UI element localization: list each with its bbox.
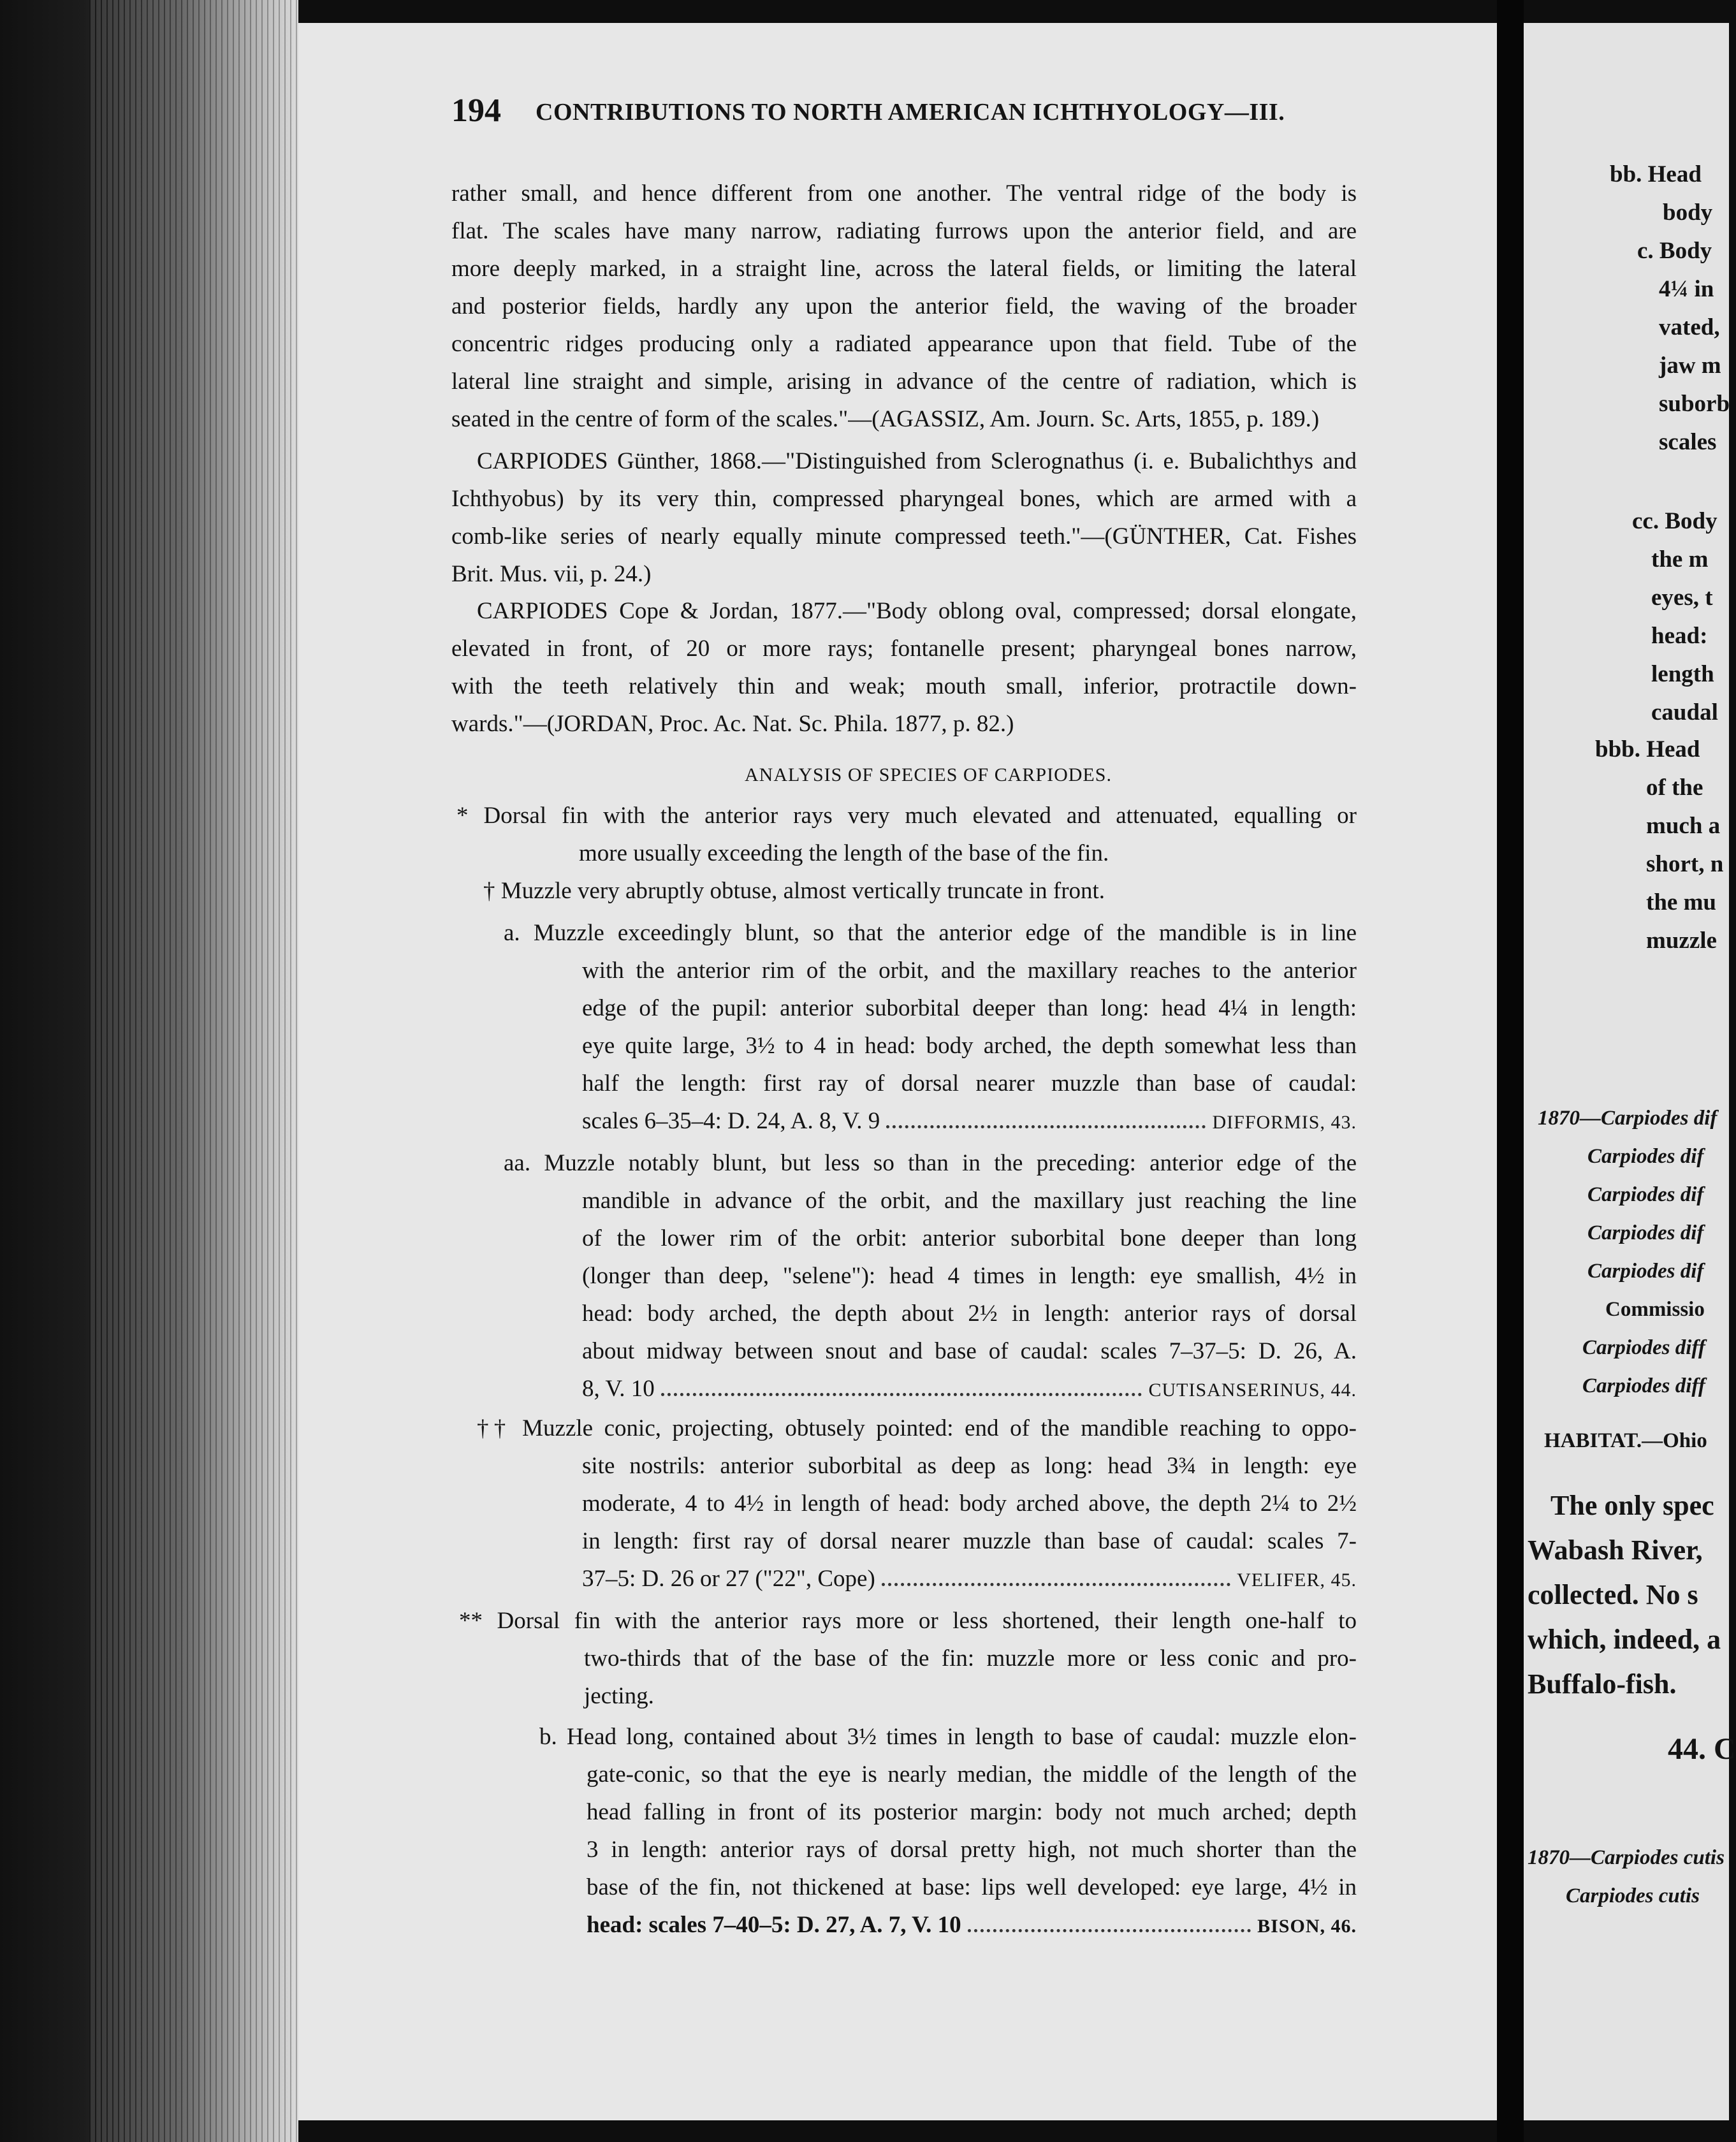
right-line: short, n	[1646, 851, 1724, 877]
right-line: 4¼ in	[1659, 276, 1714, 302]
dot-leader	[661, 1393, 1142, 1396]
key-b: gate-conic, so that the eye is nearly median, the middle of the length of the	[587, 1761, 1357, 1788]
species-ref-cutisanserinus: CUTISANSERINUS, 44.	[1148, 1380, 1357, 1401]
intro-line: more deeply marked, in a straight line, across the lateral fields, or limiting the lateral	[451, 256, 1357, 282]
right-line: vated,	[1659, 314, 1720, 340]
right-line: Carpiodes dif	[1587, 1221, 1704, 1244]
species-ref-difformis: DIFFORMIS, 43.	[1212, 1112, 1357, 1133]
right-line: the mu	[1646, 889, 1716, 915]
cope-line: elevated in front, of 20 or more rays; fontanelle present; pharyngeal bones narrow,	[451, 636, 1357, 662]
key-double-dagger: site nostrils: anterior suborbital as deep as long: head 3¾ in length: eye	[582, 1453, 1357, 1479]
right-line: cc. Body	[1632, 508, 1718, 534]
right-line: Carpiodes dif	[1587, 1183, 1704, 1206]
right-line: bb. Head	[1610, 161, 1702, 187]
key-a: with the anterior rim of the orbit, and the maxillary reaches to the anterior	[582, 958, 1357, 984]
gunther-line: CARPIODES Günther, 1868.—"Distinguished from Sclerognathus (i. e. Bubalichthys and	[477, 448, 1357, 474]
right-line: Carpiodes diff	[1582, 1336, 1705, 1359]
key-aa: aa. Muzzle notably blunt, but less so than in the preceding: anterior edge of the	[504, 1150, 1357, 1176]
intro-line: flat. The scales have many narrow, radiating furrows upon the anterior field, and are	[451, 218, 1357, 244]
key-aa-last-line	[582, 1370, 1357, 1409]
right-line: much a	[1646, 813, 1721, 839]
right-line: Commissio	[1605, 1298, 1705, 1321]
key-double-dagger-last-line	[582, 1560, 1357, 1599]
right-line: of the	[1646, 775, 1703, 801]
key-b: base of the fin, not thickened at base: lips well developed: eye large, 4½ in	[587, 1874, 1357, 1900]
cope-line: with the teeth relatively thin and weak; mouth small, inferior, protractile down-	[451, 673, 1357, 699]
book-gutter	[1497, 0, 1524, 2142]
running-title: CONTRIBUTIONS TO NORTH AMERICAN ICHTHYOLOGY—III.	[536, 99, 1285, 126]
key-a: half the length: first ray of dorsal nearer muzzle than base of caudal:	[582, 1070, 1357, 1096]
right-line: Carpiodes dif	[1587, 1260, 1704, 1283]
analysis-heading: ANALYSIS OF SPECIES OF CARPIODES.	[745, 764, 1112, 785]
right-line: scales	[1659, 429, 1717, 455]
key-double-star: two-thirds that of the base of the fin: muzzle more or less conic and pro-	[584, 1645, 1357, 1672]
right-line: Wabash River,	[1528, 1534, 1703, 1566]
right-line: c. Body	[1637, 238, 1712, 264]
key-double-dagger: in length: first ray of dorsal nearer muzzle than base of caudal: scales 7-	[582, 1528, 1357, 1554]
right-page-fragment	[1524, 23, 1736, 2120]
cope-line: wards."—(JORDAN, Proc. Ac. Nat. Sc. Phila. 1877, p. 82.)	[451, 711, 1014, 737]
key-single-star: * Dorsal fin with the anterior rays very much elevated and attenuated, equalling or	[456, 803, 1357, 829]
right-line: bbb. Head	[1595, 736, 1700, 762]
right-line: caudal	[1651, 699, 1718, 725]
key-dagger: † Muzzle very abruptly obtuse, almost vertically truncate in front.	[483, 878, 1105, 904]
intro-line: seated in the centre of form of the scales."—(AGASSIZ, Am. Journ. Sc. Arts, 1855, p. 189.)	[451, 406, 1320, 432]
gunther-line: comb-like series of nearly equally minute compressed teeth."—(GÜNTHER, Cat. Fishes	[451, 523, 1357, 550]
page-number: 194	[451, 92, 501, 129]
right-line: Carpiodes diff	[1582, 1374, 1705, 1397]
right-line: The only spec	[1550, 1490, 1714, 1521]
right-line: muzzle	[1646, 928, 1717, 954]
right-line: head:	[1651, 623, 1708, 649]
key-b: b. Head long, contained about 3½ times in length to base of caudal: muzzle elon-	[539, 1724, 1357, 1750]
right-line: 1870—Carpiodes cutis	[1528, 1846, 1725, 1869]
key-single-star: more usually exceeding the length of the base of the fin.	[579, 840, 1109, 866]
right-line: 44. C	[1668, 1732, 1736, 1766]
key-double-dagger: †† Muzzle conic, projecting, obtusely pointed: end of the mandible reaching to oppo-	[477, 1415, 1357, 1441]
right-line: Carpiodes dif	[1587, 1145, 1704, 1168]
key-aa: head: body arched, the depth about 2½ in length: anterior rays of dorsal	[582, 1300, 1357, 1327]
right-line: suborb	[1659, 391, 1730, 417]
intro-line: rather small, and hence different from one another. The ventral ridge of the body is	[451, 180, 1357, 207]
left-page	[298, 23, 1497, 2120]
gunther-line: Brit. Mus. vii, p. 24.)	[451, 561, 652, 587]
right-line: collected. No s	[1528, 1579, 1698, 1610]
right-line: Carpiodes cutis	[1566, 1884, 1700, 1907]
key-double-star: ** Dorsal fin with the anterior rays more or less shortened, their length one-half to	[459, 1608, 1357, 1634]
cope-line: CARPIODES Cope & Jordan, 1877.—"Body oblong oval, compressed; dorsal elongate,	[477, 598, 1357, 624]
intro-line: concentric ridges producing only a radiated appearance upon that field. Tube of the	[451, 331, 1357, 357]
key-a: eye quite large, 3½ to 4 in head: body arched, the depth somewhat less than	[582, 1033, 1357, 1059]
key-aa-text: 8, V. 10	[582, 1376, 655, 1402]
intro-line: and posterior fields, hardly any upon the anterior field, the waving of the broader	[451, 293, 1357, 319]
key-aa: about midway between snout and base of caudal: scales 7–37–5: D. 26, A.	[582, 1338, 1357, 1364]
gunther-line: Ichthyobus) by its very thin, compressed pharyngeal bones, which are armed with a	[451, 486, 1357, 512]
key-b-text: head: scales 7–40–5: D. 27, A. 7, V. 10	[587, 1912, 961, 1938]
species-ref-velifer: VELIFER, 45.	[1237, 1570, 1357, 1591]
dot-leader	[882, 1583, 1230, 1586]
key-aa: mandible in advance of the orbit, and the maxillary just reaching the line	[582, 1188, 1357, 1214]
right-line: eyes, t	[1651, 585, 1713, 611]
right-line: body	[1663, 200, 1713, 226]
key-a-last-line	[582, 1102, 1357, 1141]
key-b: 3 in length: anterior rays of dorsal pretty high, not much shorter than the	[587, 1837, 1357, 1863]
right-line: 1870—Carpiodes dif	[1538, 1107, 1718, 1130]
key-aa: of the lower rim of the orbit: anterior suborbital bone deeper than long	[582, 1225, 1357, 1251]
key-double-dagger-text: 37–5: D. 26 or 27 ("22", Cope)	[582, 1566, 875, 1592]
key-a: a. Muzzle exceedingly blunt, so that the anterior edge of the mandible is in line	[504, 920, 1357, 946]
key-b: head falling in front of its posterior margin: body not much arched; depth	[587, 1799, 1357, 1825]
right-line: the m	[1651, 546, 1709, 572]
key-a-text: scales 6–35–4: D. 24, A. 8, V. 9	[582, 1108, 880, 1134]
key-double-dagger: moderate, 4 to 4½ in length of head: body arched above, the depth 2¼ to 2½	[582, 1490, 1357, 1517]
right-line: jaw m	[1659, 353, 1721, 379]
intro-line: lateral line straight and simple, arising in advance of the centre of radiation, which is	[451, 368, 1357, 395]
page-edges-stack	[89, 0, 298, 2142]
key-aa: (longer than deep, "selene"): head 4 times in length: eye smallish, 4½ in	[582, 1263, 1357, 1289]
dot-leader	[886, 1125, 1206, 1128]
species-ref-bison: BISON, 46.	[1257, 1916, 1357, 1937]
right-line: length	[1651, 661, 1714, 687]
right-line: which, indeed, a	[1528, 1624, 1721, 1655]
key-double-star: jecting.	[584, 1683, 654, 1709]
right-line: HABITAT.—Ohio	[1544, 1429, 1707, 1452]
right-line: Buffalo-fish.	[1528, 1668, 1677, 1700]
dot-leader	[968, 1929, 1251, 1932]
key-a: edge of the pupil: anterior suborbital deeper than long: head 4¼ in length:	[582, 995, 1357, 1021]
key-b-last-line	[587, 1906, 1357, 1945]
